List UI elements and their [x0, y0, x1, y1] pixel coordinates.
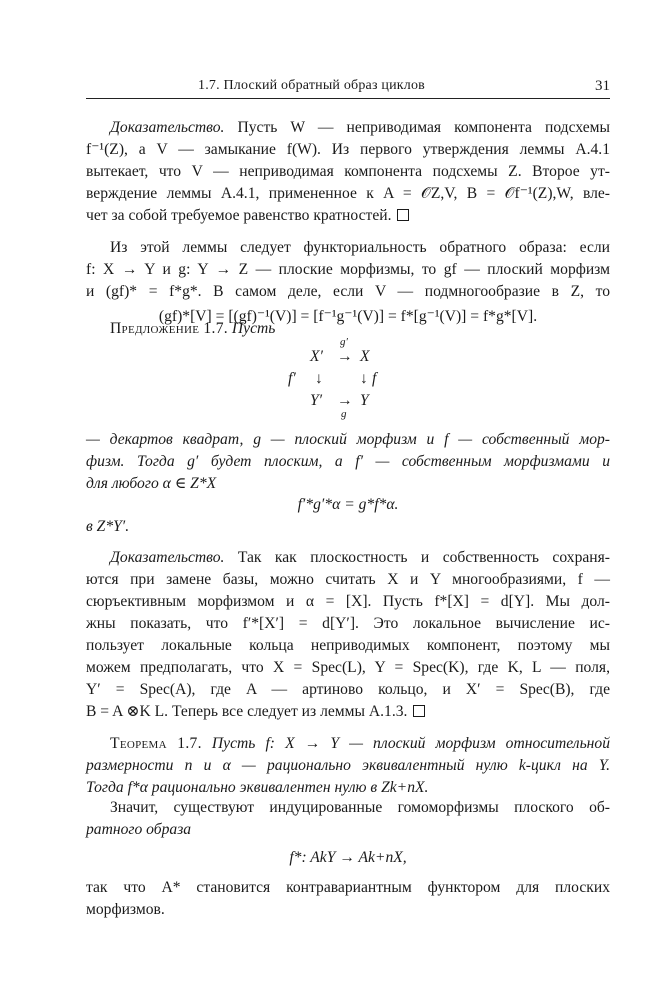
proof2-label: Доказательство. [110, 549, 225, 566]
proposition-line-2: физм. Тогда g′ будет плоским, а f′ — собственным морфизмами и [86, 453, 610, 470]
diagram-left-arrow: ↓ [315, 370, 323, 387]
diagram-top-right: X [360, 348, 370, 365]
qed-square-icon [413, 705, 425, 717]
proof2-text-8: B = A ⊗K L. Теперь все следует из леммы А.1.3. [86, 703, 408, 720]
theorem-line-2: размерности n и α — рационально эквивалентный нулю k-цикл на Y. [86, 757, 610, 774]
para2-line-1: Из этой леммы следует функториальность обратного образа: если [110, 239, 610, 256]
theorem-line-3: Тогда f*α рационально эквивалентен нулю в Zk+nX. [86, 779, 429, 796]
page-number: 31 [595, 78, 610, 94]
cartesian-square-diagram [280, 336, 400, 430]
diagram-bottom-left: Y′ [310, 392, 323, 409]
proof2-line-3: сюръективным морфизмом и α = [X]. Пусть f*[X] = d[Y]. Мы дол- [86, 593, 610, 610]
proposition-intro: Пусть [228, 320, 276, 337]
diagram-right-label: f [372, 370, 377, 387]
diagram-top-left: X′ [310, 348, 323, 365]
para3-line-1: Значит, существуют индуцированные гомоморфизмы плоского об- [110, 799, 610, 816]
proof2-line-6: можем предполагать, что X = Spec(L), Y = Spec(K), где K, L — поля, [86, 659, 610, 676]
para3-formula: f*: AkY → Ak+nX, [289, 849, 407, 866]
proof2-line-2: ются при замене базы, можно считать X и Y многообразиями, f — [86, 571, 610, 588]
para3-line-4: морфизмов. [86, 901, 165, 918]
proof1-text-1: Пусть W — неприводимая компонента подсхемы [224, 119, 610, 136]
proof1-line-3: вытекает, что V — неприводимая компонента подсхемы Z. Второе ут- [86, 163, 610, 180]
proof2-line-8 [86, 701, 610, 723]
proof2-line-4: жны показать, что f′*[X′] = d[Y′]. Это локальное вычисление ис- [86, 615, 610, 632]
proof1-line-1 [110, 117, 610, 139]
diagram-left-label: f′ [288, 370, 296, 387]
theorem-text-1: Пусть f: X → Y — плоский морфизм относительной [201, 735, 610, 752]
proposition-label: Предложение 1.7. [110, 320, 229, 337]
para3-line-3: так что A* становится контравариантным функтором для плоских [86, 879, 610, 896]
theorem-label: Теорема 1.7. [110, 735, 202, 752]
proposition-formula: f′*g′*α = g*f*α. [297, 496, 399, 513]
para3-line-2: ратного образа [86, 821, 192, 838]
proposition-line-1: — декартов квадрат, g — плоский морфизм и f — собственный мор- [86, 431, 610, 448]
proof2-line-5: пользует локальные кольца неприводимых компонент, поэтому мы [86, 637, 610, 654]
page-header [86, 78, 610, 99]
para2-line-3: и (gf)* = f*g*. В самом деле, если V — подмногообразие в Z, то [86, 283, 610, 300]
proof2-line-1 [110, 547, 610, 569]
diagram-bottom-right: Y [360, 392, 369, 409]
proposition-line-3: для любого α ∈ Z*X [86, 475, 217, 492]
diagram-top-arrow-label: g′ [340, 336, 348, 348]
para2-formula: (gf)*[V] = [(gf)⁻¹(V)] = [f⁻¹g⁻¹(V)] = f*[g⁻¹(V)] = f*g*[V]. [158, 308, 538, 325]
proof2-line-7: Y′ = Spec(A), где A — артиново кольцо, и X′ = Spec(B), где [86, 681, 610, 698]
proposition-heading [110, 318, 610, 340]
qed-square-icon [397, 209, 409, 221]
proof1-label: Доказательство. [110, 119, 225, 136]
para2-line-2: f: X → Y и g: Y → Z — плоские морфизмы, то gf — плоский морфизм [86, 261, 610, 278]
diagram-top-arrow: → [337, 348, 353, 365]
proof1-line-2: f⁻¹(Z), а V — замыкание f(W). Из первого утверждения леммы А.4.1 [86, 141, 610, 158]
running-head: 1.7. Плоский обратный образ циклов [198, 78, 425, 93]
proposition-line-4: в Z*Y′. [86, 518, 130, 535]
diagram-right-arrow: ↓ [360, 370, 368, 387]
diagram-bottom-arrow-label: g [341, 408, 347, 420]
proof1-line-4: верждение леммы А.4.1, примененное к A = 𝒪Z,V, B = 𝒪f⁻¹(Z),W, вле- [86, 185, 610, 202]
proof1-text-5: чет за собой требуемое равенство кратностей. [86, 207, 392, 224]
proof1-line-5 [86, 205, 610, 227]
theorem-line-1 [110, 733, 610, 755]
diagram-bottom-arrow: → [337, 392, 353, 409]
proof2-text-1: Так как плоскостность и собственность сохраня- [224, 549, 610, 566]
